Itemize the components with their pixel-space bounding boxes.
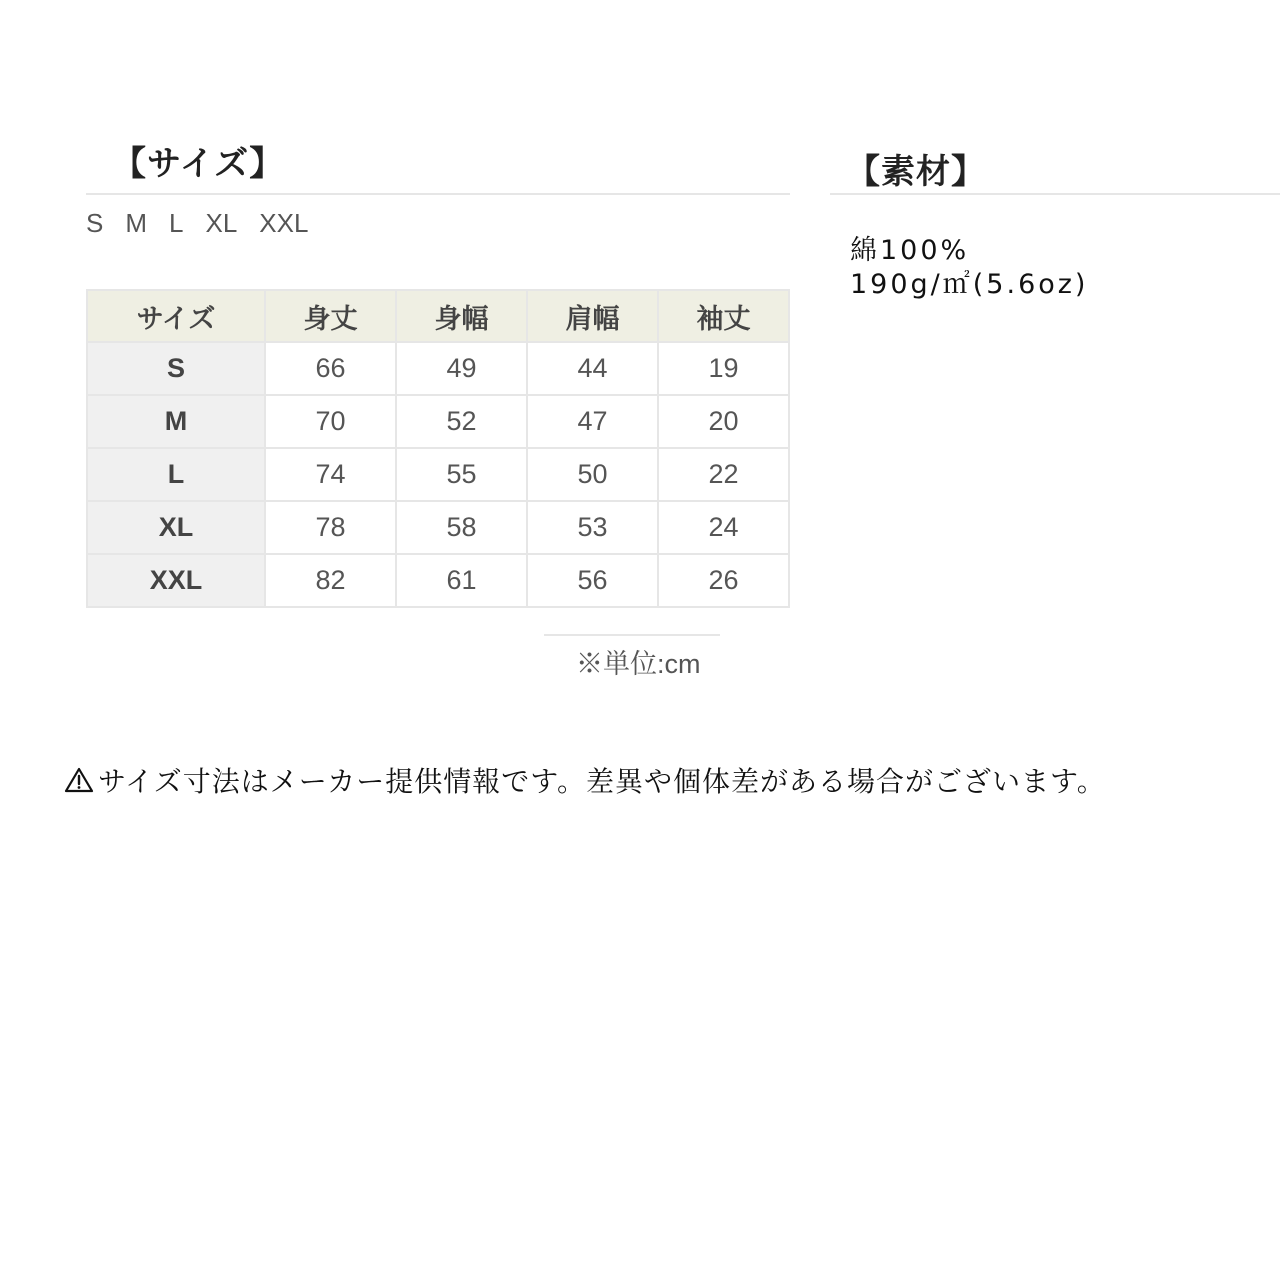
table-row xyxy=(87,395,789,448)
table-row xyxy=(87,448,789,501)
table-cell: 22 xyxy=(658,448,789,501)
table-cell: 78 xyxy=(265,501,396,554)
unit-note-divider xyxy=(544,634,720,636)
table-cell: 61 xyxy=(396,554,527,607)
material-section-heading: 【素材】 xyxy=(846,152,986,192)
table-cell: 20 xyxy=(658,395,789,448)
size-heading-divider xyxy=(86,193,790,195)
row-size-label: XL xyxy=(87,501,265,554)
table-cell: 24 xyxy=(658,501,789,554)
size-chart-table xyxy=(86,289,790,608)
header-cell-shoulder: 肩幅 xyxy=(527,290,658,342)
table-row xyxy=(87,554,789,607)
table-cell: 44 xyxy=(527,342,658,395)
size-option: XXL xyxy=(259,208,309,238)
table-cell: 53 xyxy=(527,501,658,554)
table-cell: 56 xyxy=(527,554,658,607)
table-cell: 49 xyxy=(396,342,527,395)
available-sizes-list xyxy=(86,208,308,239)
size-disclaimer xyxy=(64,760,1106,800)
disclaimer-text: サイズ寸法はメーカー提供情報です。差異や個体差がある場合がございます。 xyxy=(98,765,1106,798)
table-cell: 19 xyxy=(658,342,789,395)
size-option: S xyxy=(86,208,104,238)
table-row xyxy=(87,342,789,395)
size-option: M xyxy=(125,208,148,238)
size-option: XL xyxy=(205,208,238,238)
material-weight: 190g/㎡(5.6oz) xyxy=(850,269,1089,300)
size-option: L xyxy=(169,208,184,238)
row-size-label: XXL xyxy=(87,554,265,607)
table-cell: 50 xyxy=(527,448,658,501)
table-row xyxy=(87,501,789,554)
table-cell: 26 xyxy=(658,554,789,607)
table-cell: 55 xyxy=(396,448,527,501)
row-size-label: S xyxy=(87,342,265,395)
table-cell: 58 xyxy=(396,501,527,554)
warning-triangle-icon xyxy=(64,766,94,794)
row-size-label: M xyxy=(87,395,265,448)
size-section-heading: 【サイズ】 xyxy=(112,144,285,184)
header-cell-length: 身丈 xyxy=(265,290,396,342)
table-header-row xyxy=(87,290,789,342)
material-description xyxy=(850,234,1088,302)
header-cell-sleeve: 袖丈 xyxy=(658,290,789,342)
unit-note: ※単位:cm xyxy=(576,649,701,679)
header-cell-size: サイズ xyxy=(87,290,265,342)
table-cell: 47 xyxy=(527,395,658,448)
header-cell-width: 身幅 xyxy=(396,290,527,342)
material-composition: 綿100% xyxy=(850,235,970,266)
table-cell: 74 xyxy=(265,448,396,501)
table-cell: 66 xyxy=(265,342,396,395)
table-cell: 82 xyxy=(265,554,396,607)
table-cell: 52 xyxy=(396,395,527,448)
material-heading-divider xyxy=(830,193,1280,195)
row-size-label: L xyxy=(87,448,265,501)
table-cell: 70 xyxy=(265,395,396,448)
